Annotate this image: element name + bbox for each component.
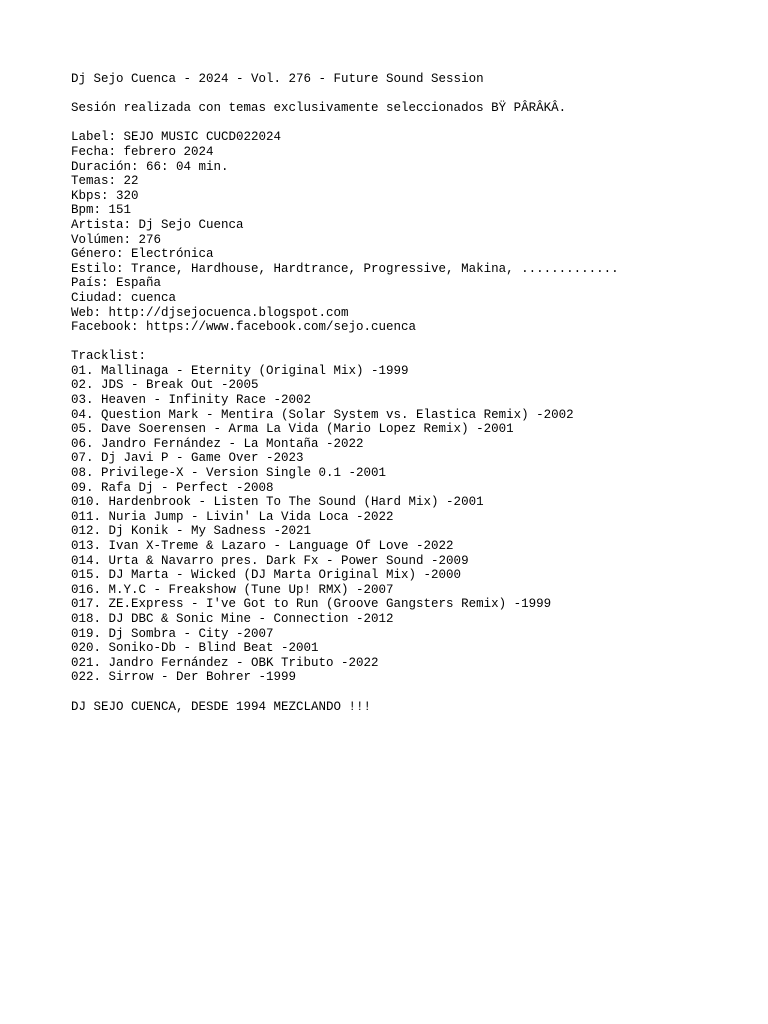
info-line-kbps: Kbps: 320 [71,188,139,203]
info-line-fecha: Fecha: febrero 2024 [71,144,214,159]
session-intro: Sesión realizada con temas exclusivamente seleccionados BŸ PÂRÂKÂ. [71,101,567,116]
tracklist [71,364,619,685]
track-item: 09. Rafa Dj - Perfect -2008 [71,480,274,495]
session-info [71,130,619,334]
info-line-facebook: Facebook: https://www.facebook.com/sejo.cuenca [71,320,417,335]
track-item: 012. Dj Konik - My Sadness -2021 [71,524,312,539]
track-item: 016. M.Y.C - Freakshow (Tune Up! RMX) -2007 [71,582,394,597]
tracklist-heading: Tracklist: [71,349,147,364]
info-line-estilo: Estilo: Trance, Hardhouse, Hardtrance, Progressive, Makina, ............. [71,261,619,276]
info-line-bpm: Bpm: 151 [71,203,132,218]
track-item: 017. ZE.Express - I've Got to Run (Groove Gangsters Remix) -1999 [71,597,552,612]
track-item: 06. Jandro Fernández - La Montaña -2022 [71,436,364,451]
track-item: 018. DJ DBC & Sonic Mine - Connection -2012 [71,611,394,626]
track-item: 013. Ivan X-Treme & Lazaro - Language Of Love -2022 [71,539,454,553]
track-item: 021. Jandro Fernández - OBK Tributo -2022 [71,655,379,670]
info-line-duracion: Duración: 66: 04 min. [71,159,229,174]
track-item: 03. Heaven - Infinity Race -2002 [71,393,312,408]
info-line-genero: Género: Electrónica [71,247,214,262]
info-line-pais: País: España [71,276,162,291]
document-body [71,72,619,714]
info-line-label: Label: SEJO MUSIC CUCD022024 [71,130,282,145]
track-item: 020. Soniko-Db - Blind Beat -2001 [71,641,319,656]
track-item: 07. Dj Javi P - Game Over -2023 [71,451,304,466]
info-line-temas: Temas: 22 [71,174,139,189]
track-item: 019. Dj Sombra - City -2007 [71,626,274,641]
track-item: 08. Privilege-X - Version Single 0.1 -2001 [71,466,387,481]
info-line-ciudad: Ciudad: cuenca [71,290,177,305]
info-line-web: Web: http://djsejocuenca.blogspot.com [71,305,349,320]
track-item: 011. Nuria Jump - Livin' La Vida Loca -2022 [71,509,394,524]
track-item: 010. Hardenbrook - Listen To The Sound (Hard Mix) -2001 [71,495,484,510]
track-item: 01. Mallinaga - Eternity (Original Mix) -1999 [71,363,409,378]
closing-line: DJ SEJO CUENCA, DESDE 1994 MEZCLANDO !!! [71,699,372,714]
info-line-artista: Artista: Dj Sejo Cuenca [71,217,244,232]
track-item: 015. DJ Marta - Wicked (DJ Marta Original Mix) -2000 [71,568,462,583]
track-item: 022. Sirrow - Der Bohrer -1999 [71,670,297,685]
track-item: 05. Dave Soerensen - Arma La Vida (Mario Lopez Remix) -2001 [71,422,514,437]
document-title: Dj Sejo Cuenca - 2024 - Vol. 276 - Future Sound Session [71,72,484,86]
track-item: 04. Question Mark - Mentira (Solar System vs. Elastica Remix) -2002 [71,407,574,422]
track-item: 014. Urta & Navarro pres. Dark Fx - Power Sound -2009 [71,553,469,568]
track-item: 02. JDS - Break Out -2005 [71,378,259,393]
info-line-volumen: Volúmen: 276 [71,232,162,247]
